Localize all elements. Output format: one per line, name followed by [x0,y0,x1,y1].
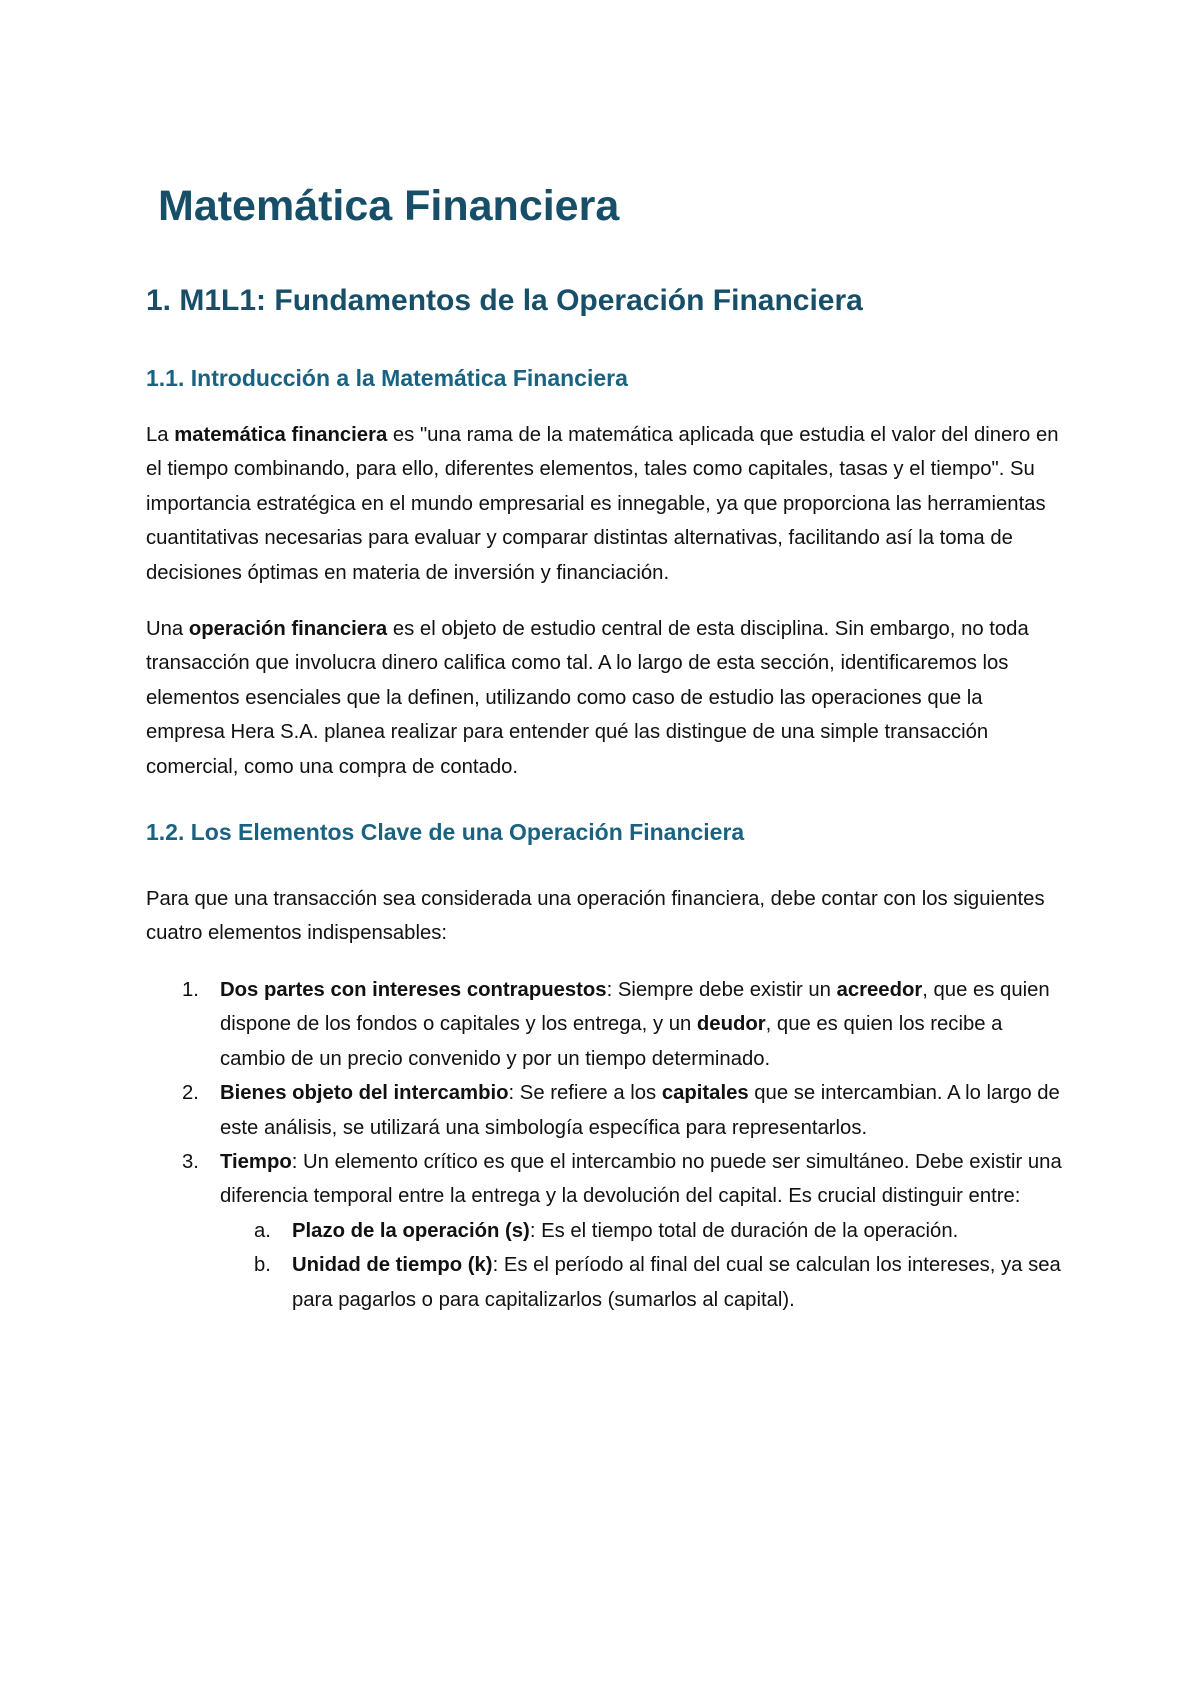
paragraph-intro-elements: Para que una transacción sea considerada una operación financiera, debe contar con los siguientes cuatro elementos indispensables: [146,888,1045,945]
elements-list [146,973,1066,1317]
paragraph-operacion [146,612,1066,784]
sublist-item-plazo [292,1214,1066,1248]
list-item-text: que se intercambian. A lo largo de este análisis, se utilizará una simbología específica para representarlos. [220,1082,1060,1139]
subsection-heading-1-2: 1.2. Los Elementos Clave de una Operación Financiera [146,819,745,846]
paragraph-definition-rest: es "una rama de la matemática aplicada que estudia el valor del dinero en el tiempo combinando, para ello, diferentes elementos, tales como capitales, tasas y el tiempo". Su importancia estratégica en el mundo empresarial es innegable, ya que proporciona las herramientas cuantitativas necesarias para evaluar y comparar distintas alternativas, facilitando así la toma de decisiones óptimas en materia de inversión y financiación. [146,424,1059,584]
subsection-heading-1-1: 1.1. Introducción a la Matemática Financiera [146,365,628,391]
term-capitales: capitales [661,1082,749,1105]
list-item-text: , que es quien dispone de los fondos o capitales y los entrega, y un [220,978,1050,1036]
term-acreedor: acreedor [836,978,923,1001]
section-heading: 1. M1L1: Fundamentos de la Operación Financiera [146,284,863,317]
list-item-bienes [220,1076,1066,1145]
list-item-label: Tiempo [220,1150,292,1173]
paragraph-definition [146,418,1066,590]
list-item-text: : Siempre debe existir un [606,978,837,1001]
document-body [146,280,1066,1317]
term-matematica-financiera: matemática financiera [174,424,388,446]
list-item-text: , que es quien los recibe a cambio de un precio convenido y por un tiempo determinado. [220,1013,1003,1070]
list-item-text: : Un elemento crítico es que el intercambio no puede ser simultáneo. Debe existir una diferencia temporal entre la entrega y la devolución del capital. Es crucial distinguir entre: [220,1150,1062,1208]
list-item-label: Bienes objeto del intercambio [220,1082,509,1105]
sublist-item-text: : Es el período al final del cual se calculan los intereses, ya sea para pagarlos o para capitalizarlos (sumarlos al capital). [292,1254,1061,1311]
sublist-item-unidad [292,1248,1066,1317]
document-title: Matemática Financiera [158,182,620,230]
time-sublist [220,1214,1066,1317]
paragraph-operacion-lead: Una [146,618,189,641]
term-operacion-financiera: operación financiera [188,618,388,641]
list-item-text: : Se refiere a los [508,1082,662,1105]
sublist-item-label: Plazo de la operación (s) [292,1219,530,1242]
list-item-label: Dos partes con intereses contrapuestos [220,978,607,1001]
list-item-partes [220,973,1066,1076]
paragraph-definition-lead: La [146,424,175,446]
term-deudor: deudor [696,1013,766,1036]
paragraph-operacion-rest: es el objeto de estudio central de esta disciplina. Sin embargo, no toda transacción que involucra dinero califica como tal. A lo largo de esta sección, identificaremos los elementos esenciales que la definen, utilizando como caso de estudio las operaciones que la empresa Hera S.A. planea realizar para entender qué las distingue de una simple transacción comercial, como una compra de contado. [146,618,1029,778]
list-item-tiempo [220,1145,1066,1317]
sublist-item-text: : Es el tiempo total de duración de la operación. [529,1219,959,1242]
sublist-item-label: Unidad de tiempo (k) [292,1254,493,1277]
